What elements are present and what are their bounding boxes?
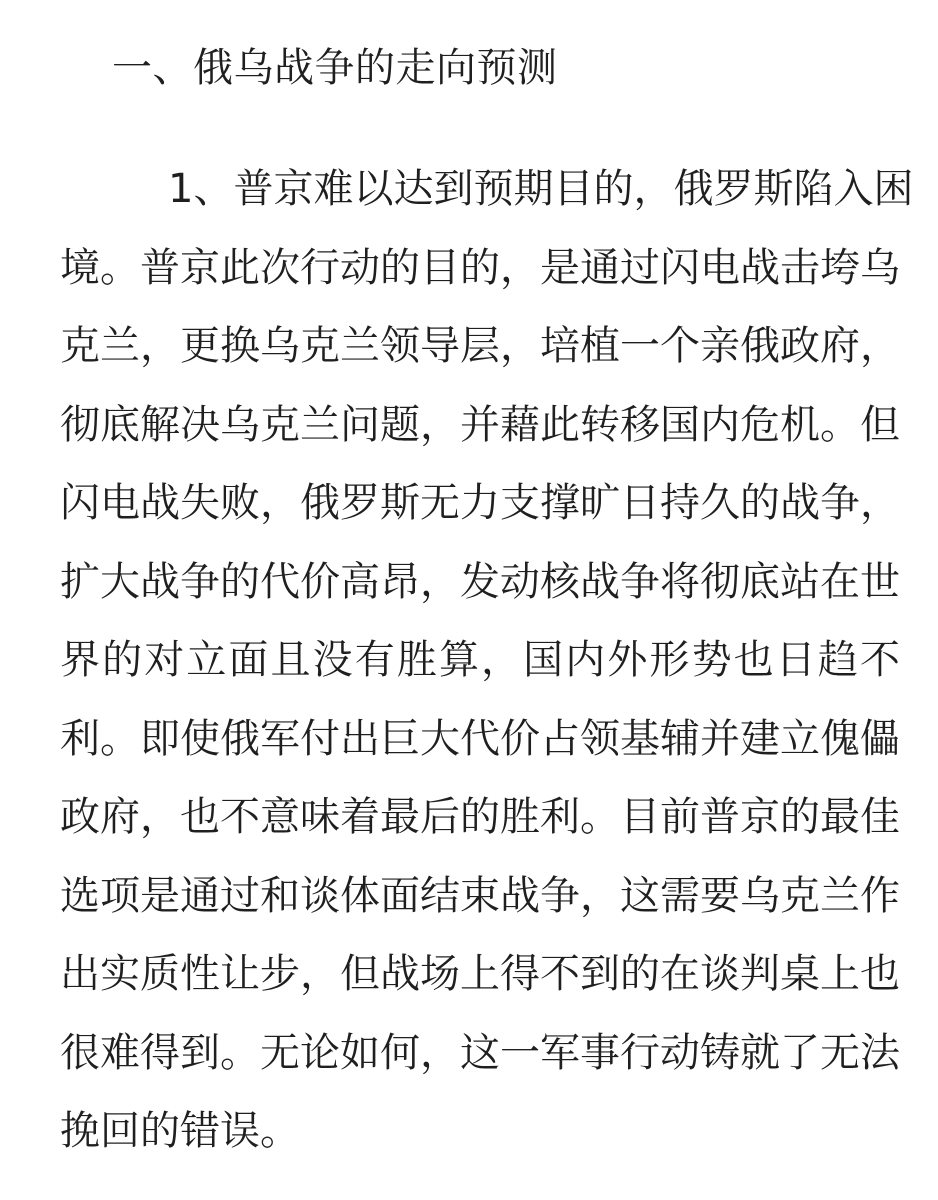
paragraph-line: 挽回的错误。 <box>60 1108 300 1154</box>
paragraph-line: 克兰，更换乌克兰领导层，培植一个亲俄政府， <box>60 323 900 369</box>
paragraph-line: 政府，也不意味着最后的胜利。目前普京的最佳 <box>60 794 900 840</box>
paragraph-line: 彻底解决乌克兰问题，并藉此转移国内危机。但 <box>60 401 900 448</box>
paragraph-line: 1、普京难以达到预期目的，俄罗斯陷入困 <box>168 166 914 212</box>
paragraph-line: 境。普京此次行动的目的，是通过闪电战击垮乌 <box>60 244 900 291</box>
section-heading: 一、俄乌战争的走向预测 <box>112 45 558 91</box>
paragraph-line: 选项是通过和谈体面结束战争，这需要乌克兰作 <box>60 872 900 919</box>
paragraph <box>60 150 914 1171</box>
paragraph-line: 界的对立面且没有胜算，国内外形势也日趋不 <box>60 637 900 683</box>
paragraph-line: 闪电战失败，俄罗斯无力支撑旷日持久的战争， <box>60 480 900 526</box>
paragraph-line: 出实质性让步，但战场上得不到的在谈判桌上也 <box>60 951 900 997</box>
paragraph-line: 扩大战争的代价高昂，发动核战争将彻底站在世 <box>60 558 900 605</box>
paragraph-line: 利。即使俄军付出巨大代价占领基辅并建立傀儡 <box>60 715 900 762</box>
paragraph-line: 很难得到。无论如何，这一军事行动铸就了无法 <box>60 1029 900 1076</box>
